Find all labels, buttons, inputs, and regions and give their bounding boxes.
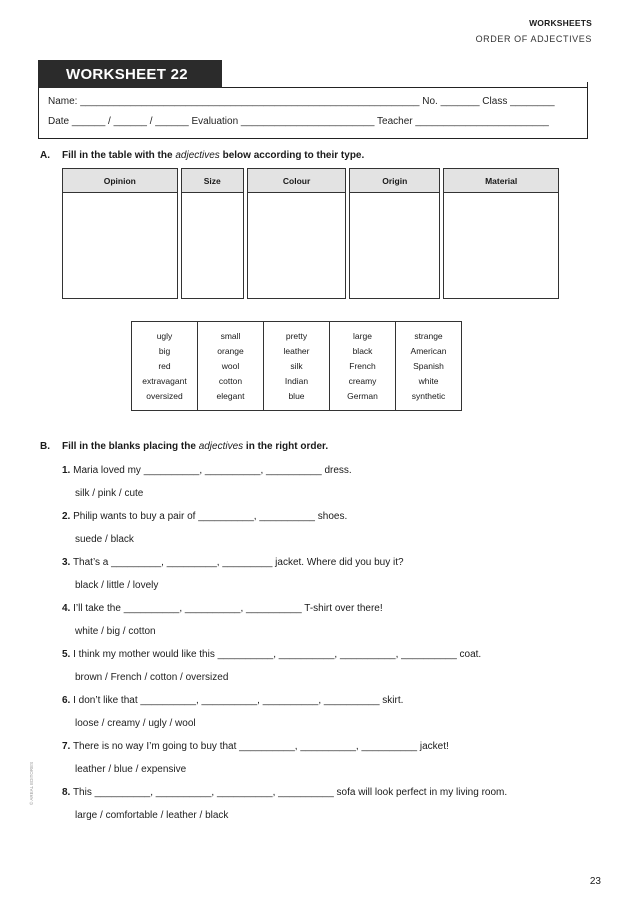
word: oversized	[146, 391, 183, 401]
answer-cell-material[interactable]	[444, 193, 559, 299]
section-a-text-before: Fill in the table with the	[62, 150, 176, 161]
word: French	[349, 361, 376, 371]
question-number: 3.	[62, 557, 71, 568]
question-number: 7.	[62, 741, 71, 752]
question-text: This __________, __________, __________, __________ sofa will look perfect in my living room.	[72, 787, 508, 798]
section-a-italic: adjectives	[175, 150, 220, 161]
header-material: Material	[444, 169, 559, 193]
header-title: WORKSHEETS	[529, 18, 592, 28]
word: Spanish	[413, 361, 444, 371]
answer-cell-opinion[interactable]	[63, 193, 178, 299]
section-b-italic: adjectives	[198, 441, 244, 452]
word: extravagant	[142, 376, 187, 386]
word: red	[158, 361, 171, 371]
word-bank-table	[131, 321, 462, 411]
word: small	[220, 331, 241, 341]
question-number: 1.	[62, 465, 71, 476]
question-2-options: suede / black	[75, 534, 134, 545]
word: cotton	[218, 376, 243, 386]
section-b-label: B.	[40, 441, 50, 452]
word: creamy	[348, 376, 377, 386]
question-number: 4.	[62, 603, 71, 614]
section-b-instruction	[40, 441, 328, 452]
question-8[interactable]	[62, 787, 507, 798]
header-opinion: Opinion	[63, 169, 178, 193]
question-4[interactable]	[62, 603, 383, 614]
section-b-text-after: in the right order.	[243, 441, 329, 452]
section-a-label: A.	[40, 150, 50, 161]
word: strange	[414, 331, 443, 341]
question-5[interactable]	[62, 649, 481, 660]
word: Indian	[284, 376, 309, 386]
word-bank-column	[396, 322, 462, 411]
question-number: 5.	[62, 649, 71, 660]
word: synthetic	[411, 391, 446, 401]
question-3-options: black / little / lovely	[75, 580, 159, 591]
word: leather	[283, 346, 310, 356]
word: elegant	[216, 391, 245, 401]
header-subtitle: ORDER OF ADJECTIVES	[475, 34, 592, 44]
worksheet-tab: WORKSHEET 22	[38, 60, 222, 88]
question-8-options: large / comfortable / leather / black	[75, 810, 229, 821]
word-bank-column	[264, 322, 330, 411]
question-7-options: leather / blue / expensive	[75, 764, 187, 775]
question-6[interactable]	[62, 695, 403, 706]
word: pretty	[285, 331, 308, 341]
word: ugly	[156, 331, 173, 341]
word: large	[353, 331, 372, 341]
question-7[interactable]	[62, 741, 449, 752]
question-text: I don’t like that __________, __________, __________, __________ skirt.	[73, 695, 404, 706]
question-2[interactable]	[62, 511, 347, 522]
word: American	[410, 346, 447, 356]
question-4-options: white / big / cotton	[75, 626, 156, 637]
question-3[interactable]	[62, 557, 404, 568]
worksheet-box-top-line	[222, 87, 588, 88]
info-row-name: Name: _____________________________________________________________ No. _______ Class ________	[48, 96, 555, 107]
question-1-options: silk / pink / cute	[75, 488, 144, 499]
word: orange	[217, 346, 244, 356]
word-bank-column	[330, 322, 396, 411]
worksheet-info-box	[38, 82, 588, 139]
info-row-date: Date ______ / ______ / ______ Evaluation ________________________ Teacher ________________________	[48, 116, 549, 127]
word: white	[418, 376, 439, 386]
word-bank-column	[198, 322, 264, 411]
word: silk	[290, 361, 303, 371]
word: wool	[221, 361, 240, 371]
question-text: I’ll take the __________, __________, __________ T-shirt over there!	[73, 603, 383, 614]
word: blue	[288, 391, 305, 401]
question-number: 6.	[62, 695, 71, 706]
question-text: Philip wants to buy a pair of __________, __________ shoes.	[73, 511, 348, 522]
answer-cell-size[interactable]	[181, 193, 243, 299]
question-number: 2.	[62, 511, 71, 522]
header-colour: Colour	[247, 169, 345, 193]
header-size: Size	[181, 169, 243, 193]
question-text: I think my mother would like this __________, __________, __________, __________ coat.	[73, 649, 482, 660]
answer-cell-origin[interactable]	[350, 193, 440, 299]
word: black	[352, 346, 373, 356]
question-text: There is no way I’m going to buy that __________, __________, __________ jacket!	[72, 741, 449, 752]
question-6-options: loose / creamy / ugly / wool	[75, 718, 196, 729]
section-a-instruction	[40, 150, 364, 161]
word: big	[158, 346, 171, 356]
word-bank-column	[132, 322, 198, 411]
section-b-text-before: Fill in the blanks placing the	[62, 441, 199, 452]
question-number: 8.	[62, 787, 71, 798]
answer-cell-colour[interactable]	[247, 193, 345, 299]
header-origin: Origin	[350, 169, 440, 193]
question-text: That’s a _________, _________, _________ jacket. Where did you buy it?	[72, 557, 404, 568]
section-a-text-after: below according to their type.	[219, 150, 365, 161]
page-number: 23	[589, 876, 601, 887]
question-text: Maria loved my __________, __________, __________ dress.	[73, 465, 352, 476]
question-5-options: brown / French / cotton / oversized	[75, 672, 229, 683]
adjective-types-table	[62, 168, 559, 299]
word: German	[347, 391, 378, 401]
copyright-side-text: © AREAL EDITORES	[29, 761, 34, 805]
question-1[interactable]	[62, 465, 352, 476]
